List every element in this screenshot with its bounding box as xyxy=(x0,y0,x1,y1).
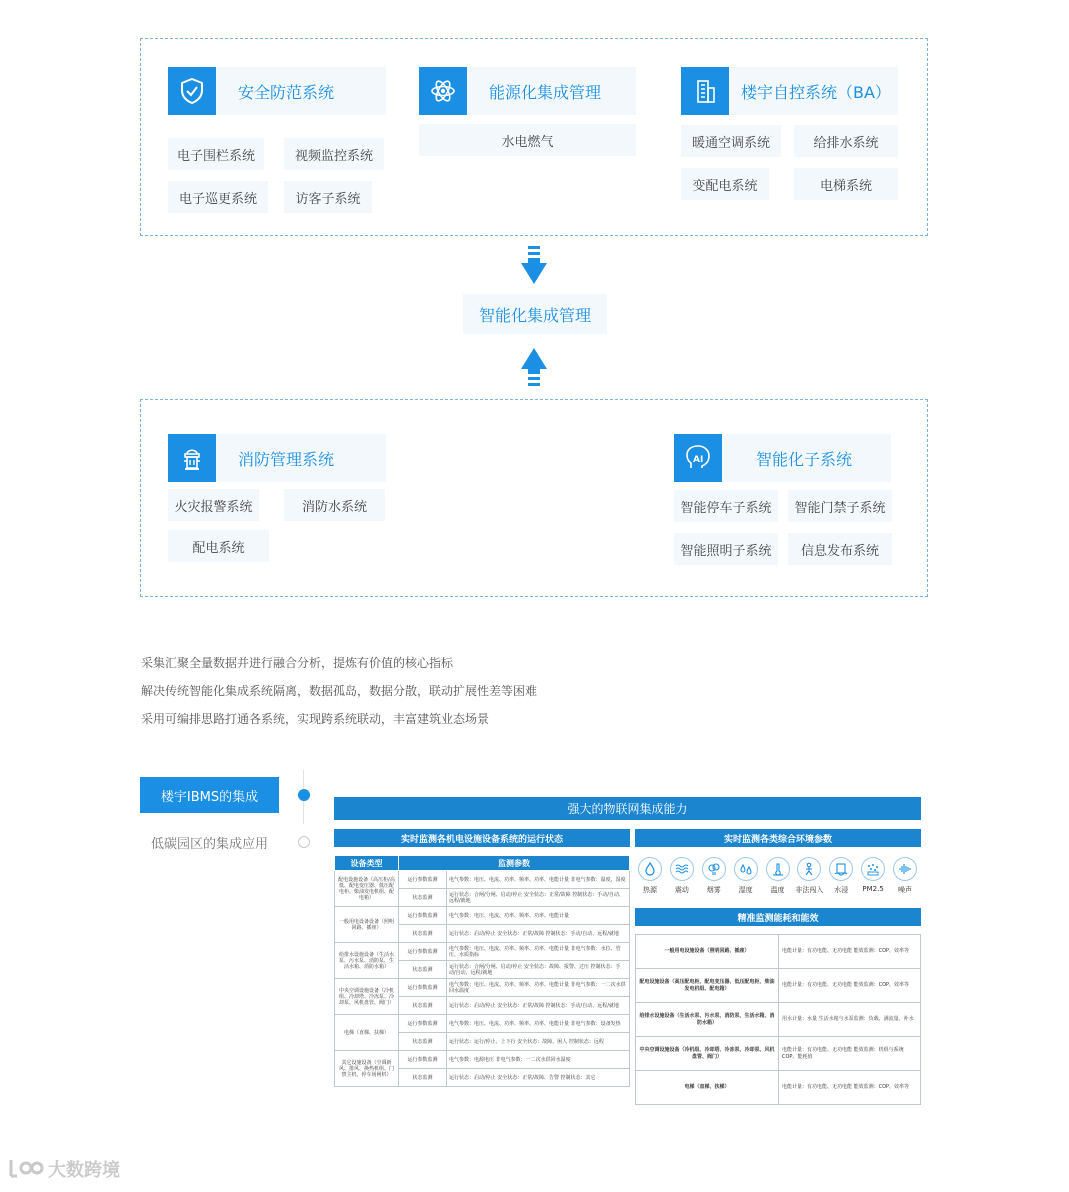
security-system-header xyxy=(168,67,386,115)
description-line: 解决传统智能化集成系统隔离，数据孤岛，数据分散，联动扩展性差等困难 xyxy=(141,684,538,698)
monitor-mode-cell: 运行参数监测 xyxy=(399,907,447,925)
subsystem-chip[interactable]: 水电燃气 xyxy=(419,124,636,156)
table-cell: 电能计量：有功电能、无功电能 能效监测：机组与系统COP、能耗值 xyxy=(779,1037,921,1071)
intelligent-subsystem-header xyxy=(674,434,891,482)
table-cell: 电梯（直梯、扶梯） xyxy=(636,1071,779,1105)
group-title: 智能化子系统 xyxy=(756,449,853,469)
arrow-down-icon xyxy=(521,246,547,284)
subsystem-chip[interactable]: 配电系统 xyxy=(168,530,269,562)
tab-ibms-integration[interactable]: 楼宇IBMS的集成 xyxy=(140,777,279,813)
monitor-mode-cell: 状态监测 xyxy=(399,889,447,907)
env-param-label: 湿度 xyxy=(738,886,753,894)
monitor-params-cell: 电气参数：电源电压 非电气参数：一二次水供回水温度 xyxy=(447,1051,630,1069)
subsystem-chip[interactable]: 电子巡更系统 xyxy=(168,181,268,213)
table-cell: 电能计量：有功电能、无功电能 能效监测：COP、效率等 xyxy=(779,1071,921,1105)
equipment-type-cell: 一般用电设备设备（照明回路、插座） xyxy=(335,907,399,943)
table-cell: 中央空调设施设备（冷机组、冷却塔、冷冻泵、冷却泵、风机盘管、阀门） xyxy=(636,1037,779,1071)
figure-left-title: 实时监测各机电设施设备系统的运行状态 xyxy=(334,829,630,847)
table-header: 设备类型 xyxy=(335,856,399,871)
subsystem-chip[interactable]: 访客子系统 xyxy=(284,181,372,213)
monitor-mode-cell: 状态监测 xyxy=(399,1033,447,1051)
table-row xyxy=(335,907,630,925)
monitor-params-cell: 运行状态：启动/停止 安全状态：正常/故障 控制状态：手动/自动、远程/就地 xyxy=(447,925,630,943)
tab-indicator-inactive[interactable] xyxy=(298,836,310,848)
env-param-label: 温度 xyxy=(770,886,785,894)
thermometer-icon xyxy=(766,857,790,881)
smoke-icon xyxy=(702,857,726,881)
monitor-params-cell: 运行状态：启动/停止 安全状态：正常/故障 控制状态：手动/自动、远程/就地 xyxy=(447,997,630,1015)
subsystem-chip[interactable]: 智能门禁子系统 xyxy=(788,490,892,522)
env-param-label: PM2.5 xyxy=(862,885,884,893)
table-row xyxy=(335,1051,630,1069)
fire-hydrant-icon xyxy=(168,434,216,482)
subsystem-chip[interactable]: 电子围栏系统 xyxy=(168,138,264,170)
subsystem-chip[interactable]: 电梯系统 xyxy=(794,168,898,200)
monitor-params-cell: 运行状态：运行/停止、上下行 安全状态：故障、困人 控制状态：远程 xyxy=(447,1033,630,1051)
pm25-icon xyxy=(861,857,885,881)
building-automation-header xyxy=(681,67,898,115)
monitor-params-cell: 运行状态：合闸/分闸、启动/停止 安全状态：故障、报警、过压 控制状态：手动/自动、远程/就地 xyxy=(447,961,630,979)
env-param-label: 热源 xyxy=(643,886,657,894)
monitor-mode-cell: 状态监测 xyxy=(399,1069,447,1087)
env-param-label: 水浸 xyxy=(834,886,849,894)
table-row xyxy=(335,943,630,961)
monitor-params-cell: 电气参数：电压、电流、功率、频率、功率、电能计量 非电气参数：设备发热 xyxy=(447,1015,630,1033)
env-param-label: 非法闯入 xyxy=(795,886,824,894)
monitor-params-cell: 运行状态：合闸/分闸、启动/停止 安全状态：正常/故障 控制状态：手动/自动、远程/就地 xyxy=(447,889,630,907)
equipment-type-cell: 配电设施设备（高压柜/高低、配电变压器、低压配电柜、柴油发电机组、配电箱） xyxy=(335,871,399,907)
group-title: 楼宇自控系统（BA） xyxy=(741,82,891,102)
arrow-up-icon xyxy=(521,348,547,386)
env-param-item xyxy=(859,855,887,901)
table-row xyxy=(636,1003,921,1037)
ai-head-icon xyxy=(674,434,722,482)
monitor-params-cell: 电气参数：电压、电流、功率、频率、功率、电能计量 xyxy=(447,907,630,925)
humidity-icon xyxy=(734,857,758,881)
equipment-type-cell: 中央空调设施设备（冷机组、冷却塔、冷冻泵、冷却泵、风机盘管、阀门） xyxy=(335,979,399,1015)
equipment-type-cell: 给排水设施设备（生活水泵、污水泵、消防泵、生活水箱、消防水箱） xyxy=(335,943,399,979)
intrusion-icon xyxy=(797,857,821,881)
svg-text:AI: AI xyxy=(693,455,704,465)
env-param-item xyxy=(700,855,728,901)
subsystem-chip[interactable]: 智能停车子系统 xyxy=(674,490,778,522)
noise-icon xyxy=(893,857,917,881)
monitor-mode-cell: 状态监测 xyxy=(399,961,447,979)
equipment-type-cell: 其它设施设备（空调新风、排风、换热机组、门禁主机、停车场闸机） xyxy=(335,1051,399,1087)
table-row xyxy=(636,1071,921,1105)
monitor-mode-cell: 运行参数监测 xyxy=(399,1051,447,1069)
atom-icon xyxy=(419,67,467,115)
equipment-monitoring-table xyxy=(334,855,630,1087)
subsystem-chip[interactable]: 暖通空调系统 xyxy=(681,125,781,157)
vibration-icon xyxy=(670,857,694,881)
fire-management-header xyxy=(168,434,386,482)
watermark xyxy=(8,1156,120,1182)
water-leak-icon xyxy=(829,857,853,881)
environment-params-row xyxy=(634,855,921,901)
figure-right-title: 实时监测各类综合环境参数 xyxy=(635,829,921,847)
subsystem-chip[interactable]: 视频监控系统 xyxy=(284,138,384,170)
table-row xyxy=(335,871,630,889)
env-param-item xyxy=(668,855,696,901)
shield-check-icon xyxy=(168,67,216,115)
monitor-params-cell: 运行状态：启动/停止 安全状态：正常/故障、告警 控制状态：其它 xyxy=(447,1069,630,1087)
table-cell: 配电设施设备（高压配电柜、配电变压器、低压配电柜、柴油发电机组、配电箱） xyxy=(636,969,779,1003)
env-param-item xyxy=(764,855,792,901)
table-cell: 电能计量：有功电能、无功电能 能效监测：COP、效率等 xyxy=(779,935,921,969)
env-param-label: 噪声 xyxy=(898,886,912,894)
subsystem-chip[interactable]: 给排水系统 xyxy=(794,125,898,157)
env-param-item xyxy=(795,855,823,901)
monitor-params-cell: 电气参数：电压、电流、功率、频率、功率、电能计量 非电气参数：温度、湿度 xyxy=(447,871,630,889)
table-header: 监测参数 xyxy=(399,856,630,871)
energy-monitoring-table xyxy=(635,934,921,1105)
tab-low-carbon-park[interactable]: 低碳园区的集成应用 xyxy=(150,836,268,852)
table-row xyxy=(335,1015,630,1033)
description-line: 采集汇聚全量数据并进行融合分析，提炼有价值的核心指标 xyxy=(141,656,454,670)
subsystem-chip[interactable]: 智能照明子系统 xyxy=(674,533,778,565)
building-icon xyxy=(681,67,729,115)
monitor-mode-cell: 运行参数监测 xyxy=(399,943,447,961)
monitor-params-cell: 电气参数：电压、电流、功率、频率、功率、电能计量 非电气参数：一二次水供回水温度 xyxy=(447,979,630,997)
table-row xyxy=(636,969,921,1003)
group-title: 安全防范系统 xyxy=(238,82,335,102)
watermark-text: 大数跨境 xyxy=(48,1160,120,1181)
subsystem-chip[interactable]: 火灾报警系统 xyxy=(168,489,259,521)
env-param-item xyxy=(891,855,919,901)
table-cell: 电能计量：有功电能、无功电能 能效监测：COP、效率等 xyxy=(779,969,921,1003)
group-title: 消防管理系统 xyxy=(238,449,335,469)
subsystem-chip[interactable]: 消防水系统 xyxy=(284,489,385,521)
subsystem-chip[interactable]: 信息发布系统 xyxy=(788,533,892,565)
monitor-mode-cell: 运行参数监测 xyxy=(399,1015,447,1033)
group-title: 能源化集成管理 xyxy=(489,82,602,102)
monitor-mode-cell: 运行参数监测 xyxy=(399,979,447,997)
monitor-mode-cell: 运行参数监测 xyxy=(399,871,447,889)
env-param-item xyxy=(827,855,855,901)
env-param-item xyxy=(732,855,760,901)
table-row xyxy=(335,979,630,997)
center-integration-label: 智能化集成管理 xyxy=(463,294,607,334)
subsystem-chip[interactable]: 变配电系统 xyxy=(681,168,769,200)
monitor-params-cell: 电气参数：电压、电流、功率、频率、功率、电能计量 非电气参数：水位、管压、水质指标 xyxy=(447,943,630,961)
monitor-mode-cell: 状态监测 xyxy=(399,997,447,1015)
tab-indicator-active[interactable] xyxy=(298,789,310,801)
flame-icon xyxy=(638,857,662,881)
table-cell: 给排水设施设备（生活水泵、污水泵、消防泵、生活水箱、消防水箱） xyxy=(636,1003,779,1037)
table-cell: 一般用电设施设备（照明回路、插座） xyxy=(636,935,779,969)
energy-efficiency-title: 精准监测能耗和能效 xyxy=(635,908,921,926)
equipment-type-cell: 电梯（直梯、扶梯） xyxy=(335,1015,399,1051)
monitor-mode-cell: 状态监测 xyxy=(399,925,447,943)
env-param-label: 震动 xyxy=(674,886,689,894)
table-row xyxy=(636,1037,921,1071)
env-param-label: 烟雾 xyxy=(706,886,721,894)
description-line: 采用可编排思路打通各系统，实现跨系统联动，丰富建筑业态场景 xyxy=(141,712,490,726)
figure-main-title: 强大的物联网集成能力 xyxy=(334,797,921,820)
table-row xyxy=(636,935,921,969)
table-cell: 用水计量：水量 生活水箱与水泵监测：负载、满流量、补水 xyxy=(779,1003,921,1037)
energy-management-header xyxy=(419,67,636,115)
env-param-item xyxy=(636,855,664,901)
watermark-logo-icon xyxy=(8,1156,44,1182)
